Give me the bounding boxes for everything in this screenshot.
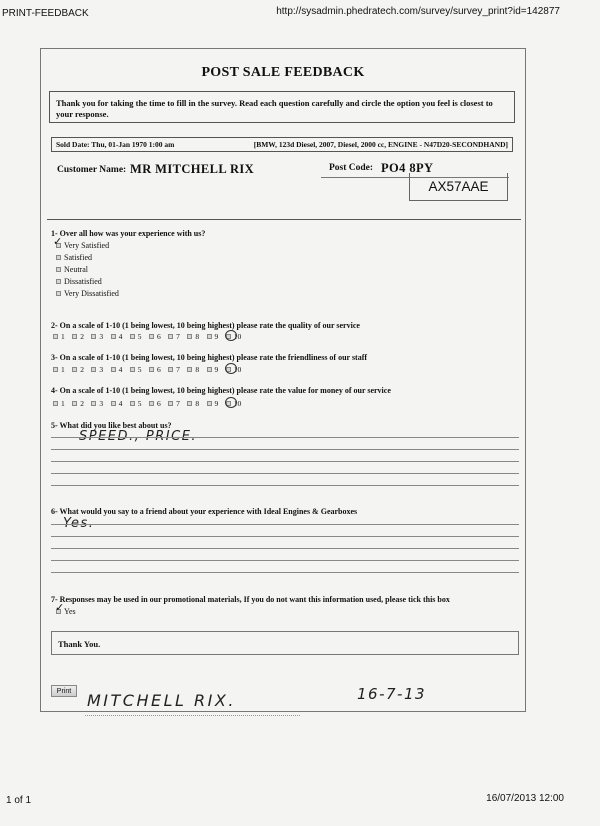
customer-name-label: Customer Name: [57,165,127,175]
q2-scale[interactable]: 1 2 3 4 5 6 7 8 9 10 [53,332,245,341]
answer-line [51,485,519,486]
sale-details-row [51,137,513,152]
answer-line [51,548,519,549]
q3-scale[interactable]: 1 2 3 4 5 6 7 8 9 10 [53,365,245,374]
page-header-url: http://sysadmin.phedratech.com/survey/survey_print?id=142877 [276,6,560,17]
answer-line [51,449,519,450]
feedback-form [40,48,526,712]
checkbox-icon [56,291,61,296]
answer-line [51,536,519,537]
section-divider [47,219,521,220]
answer-line [51,473,519,474]
postcode-label: Post Code: [329,163,374,173]
q7-question: 7- Responses may be used in our promotional materials, If you do not want this information used, please tick this box [51,595,450,604]
thank-you-box: Thank You. [51,631,519,655]
customer-name-value: MR MITCHELL RIX [130,162,255,176]
page-count: 1 of 1 [6,795,32,806]
q4-scale[interactable]: 1 2 3 4 5 6 7 8 9 10 [53,399,245,408]
q1-option-satisfied[interactable]: Satisfied [56,253,92,262]
q7-option-yes[interactable]: Yes [56,607,76,616]
q1-option-dissatisfied[interactable]: Dissatisfied [56,277,102,286]
print-button[interactable]: Print [51,685,77,697]
customer-signature: MITCHELL RIX. [87,691,236,710]
signature-line [85,715,300,716]
answer-line [51,524,519,525]
q1-question: 1- Over all how was your experience with us? [51,229,206,238]
signed-date: 16-7-13 [357,685,427,703]
handwritten-tick-icon: ✓ [55,601,65,614]
q5-handwritten-answer: SPEED., PRICE. [79,429,198,444]
checkbox-icon [56,279,61,284]
q6-question: 6- What would you say to a friend about your experience with Ideal Engines & Gearboxes [51,507,358,516]
q2-question: 2- On a scale of 1-10 (1 being lowest, 10 being highest) please rate the quality of our service [51,321,360,330]
intro-text: Thank you for taking the time to fill in the survey. Read each question carefully and circle the option you feel is closest to your response. [49,91,515,123]
q4-question: 4- On a scale of 1-10 (1 being lowest, 10 being highest) please rate the value for money of our service [51,386,391,395]
vehicle-details: [BMW, 123d Diesel, 2007, Diesel, 2000 cc, ENGINE - N47D20-SECONDHAND] [253,140,508,149]
answer-line [51,572,519,573]
sold-date: Sold Date: Thu, 01-Jan 1970 1:00 am [56,140,175,149]
q1-option-very-satisfied[interactable]: Very Satisfied [56,241,109,250]
checkbox-icon [56,255,61,260]
handwritten-tick-icon: ✓ [53,235,63,248]
q4-circled-answer-icon [225,397,237,408]
checkbox-icon [56,267,61,272]
q5-question: 5- What did you like best about us? [51,421,172,430]
postcode-value: PO4 8PY [381,161,434,175]
form-title: POST SALE FEEDBACK [201,65,365,80]
q2-circled-answer-icon [225,330,237,341]
q3-circled-answer-icon [225,363,237,374]
answer-line [51,560,519,561]
q3-question: 3- On a scale of 1-10 (1 being lowest, 10 being highest) please rate the friendliness of our staff [51,353,368,362]
q1-option-neutral[interactable]: Neutral [56,265,88,274]
print-datetime: 16/07/2013 12:00 [486,793,564,804]
answer-line [51,437,519,438]
q6-handwritten-answer: Yes. [63,516,95,531]
page-header-title: PRINT-FEEDBACK [2,8,89,19]
answer-line [51,461,519,462]
registration-box: AX57AAE [409,173,508,201]
q1-option-very-dissatisfied[interactable]: Very Dissatisfied [56,289,119,298]
